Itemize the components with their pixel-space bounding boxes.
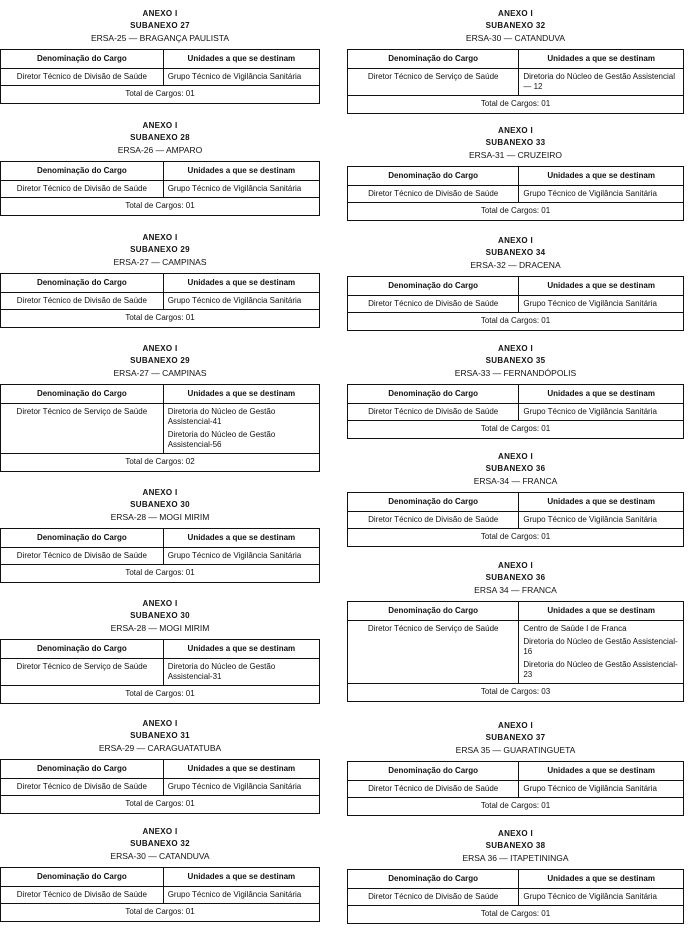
ersa-title: ERSA 35 — GUARATINGUETA [455, 745, 576, 755]
header-cargo: Denominação do Cargo [1, 760, 164, 779]
total-row [348, 906, 684, 924]
table-row [1, 69, 320, 86]
ersa-title: ERSA-25 — BRAGANÇA PAULISTA [90, 33, 230, 43]
anexo-title: ANEXO I [142, 488, 178, 497]
cargo-table [347, 761, 684, 816]
unidades-cell [163, 548, 319, 565]
ersa-title: ERSA 36 — ITAPETININGA [462, 853, 569, 863]
ersa-title: ERSA-27 — CAMPINAS [113, 257, 207, 267]
subanexo-section [347, 8, 684, 114]
anexo-title: ANEXO I [142, 827, 178, 836]
subanexo-title: SUBANEXO 34 [485, 248, 546, 257]
unidade-item: Diretoria do Núcleo de Gestão Assistencial — 12 [523, 72, 675, 91]
unidade-item: Grupo Técnico de Vigilância Sanitária [167, 782, 302, 791]
cargo-table [347, 492, 684, 547]
cargo-cell: Diretor Técnico de Divisão de Saúde [1, 887, 164, 904]
total-cargos: Total de Cargos: 01 [1, 310, 320, 328]
section-header [0, 487, 320, 523]
section-header [0, 8, 320, 44]
header-unidades: Unidades a que se destinam [519, 277, 684, 296]
subanexo-section [347, 235, 684, 331]
unidades-cell [163, 181, 319, 198]
cargo-table [0, 639, 320, 704]
cargo-cell: Diretor Técnico de Divisão de Saúde [1, 69, 164, 86]
header-cargo: Denominação do Cargo [348, 762, 519, 781]
table-header-row [1, 50, 320, 69]
subanexo-section [0, 598, 320, 704]
table-header-row [348, 50, 684, 69]
cargo-table [0, 49, 320, 104]
total-row [348, 313, 684, 331]
unidade-item: Grupo Técnico de Vigilância Sanitária [523, 407, 657, 416]
cargo-cell: Diretor Técnico de Serviço de Saúde [348, 621, 519, 684]
total-cargos: Total de Cargos: 01 [348, 203, 684, 221]
total-row [1, 198, 320, 216]
ersa-title: ERSA-27 — CAMPINAS [113, 368, 207, 378]
header-cargo: Denominação do Cargo [348, 167, 519, 186]
unidade-item: Diretoria do Núcleo de Gestão Assistencial-31 [167, 662, 276, 681]
cargo-cell: Diretor Técnico de Divisão de Saúde [1, 548, 164, 565]
ersa-title: ERSA-30 — CATANDUVA [110, 851, 210, 861]
cargo-table [347, 49, 684, 114]
header-unidades: Unidades a que se destinam [519, 493, 684, 512]
header-unidades: Unidades a que se destinam [519, 602, 684, 621]
ersa-title: ERSA-34 — FRANCA [473, 476, 558, 486]
header-unidades: Unidades a que se destinam [519, 167, 684, 186]
ersa-title: ERSA-28 — MOGI MIRIM [110, 512, 210, 522]
section-header [0, 598, 320, 634]
section-header [347, 451, 684, 487]
cargo-cell: Diretor Técnico de Serviço de Saúde [1, 404, 164, 454]
subanexo-title: SUBANEXO 29 [130, 245, 190, 254]
section-header [347, 720, 684, 756]
subanexo-title: SUBANEXO 33 [485, 138, 546, 147]
table-header-row [348, 762, 684, 781]
table-row [348, 781, 684, 798]
ersa-title: ERSA-33 — FERNANDÓPOLIS [454, 368, 577, 378]
subanexo-title: SUBANEXO 30 [130, 500, 190, 509]
unidades-cell [163, 69, 319, 86]
total-row [1, 686, 320, 704]
total-cargos: Total de Cargos: 01 [1, 904, 320, 922]
subanexo-title: SUBANEXO 38 [485, 841, 546, 850]
unidade-item: Grupo Técnico de Vigilância Sanitária [167, 296, 302, 305]
unidades-cell [519, 69, 684, 96]
unidade-item: Diretoria do Núcleo de Gestão Assistencial-16 [523, 637, 678, 656]
unidades-cell [519, 889, 684, 906]
subanexo-title: SUBANEXO 31 [130, 731, 190, 740]
unidade-item: Grupo Técnico de Vigilância Sanitária [167, 72, 302, 81]
table-header-row [1, 274, 320, 293]
table-row [348, 296, 684, 313]
subanexo-section [0, 718, 320, 814]
subanexo-title: SUBANEXO 28 [130, 133, 190, 142]
anexo-title: ANEXO I [498, 452, 533, 461]
total-cargos: Total de Cargos: 01 [348, 96, 684, 114]
unidades-cell [519, 186, 684, 203]
table-row [1, 181, 320, 198]
cargo-table [0, 759, 320, 814]
header-unidades: Unidades a que se destinam [163, 274, 319, 293]
ersa-title: ERSA 34 — FRANCA [474, 585, 557, 595]
subanexo-section [0, 8, 320, 104]
table-header-row [348, 277, 684, 296]
total-row [1, 86, 320, 104]
section-header [0, 343, 320, 379]
subanexo-section [0, 343, 320, 472]
anexo-title: ANEXO I [142, 121, 178, 130]
total-cargos: Total de Cargos: 01 [348, 906, 684, 924]
cargo-table [347, 869, 684, 924]
header-cargo: Denominação do Cargo [348, 602, 519, 621]
subanexo-title: SUBANEXO 32 [485, 21, 546, 30]
subanexo-section [347, 828, 684, 924]
total-cargos: Total de Cargos: 01 [1, 198, 320, 216]
table-row [1, 659, 320, 686]
subanexo-title: SUBANEXO 32 [130, 839, 190, 848]
unidades-cell [519, 296, 684, 313]
subanexo-title: SUBANEXO 36 [485, 573, 546, 582]
cargo-table [0, 161, 320, 216]
anexo-title: ANEXO I [498, 236, 533, 245]
header-unidades: Unidades a que se destinam [163, 50, 319, 69]
unidade-item: Grupo Técnico de Vigilância Sanitária [167, 184, 302, 193]
header-unidades: Unidades a que se destinam [519, 870, 684, 889]
total-cargos: Total de Cargos: 01 [348, 421, 684, 439]
total-row [348, 203, 684, 221]
anexo-title: ANEXO I [498, 126, 533, 135]
table-header-row [1, 162, 320, 181]
unidades-cell [519, 404, 684, 421]
cargo-cell: Diretor Técnico de Divisão de Saúde [1, 293, 164, 310]
cargo-cell: Diretor Técnico de Serviço de Saúde [348, 69, 519, 96]
ersa-title: ERSA-32 — DRACENA [470, 260, 561, 270]
total-row [1, 565, 320, 583]
header-unidades: Unidades a que se destinam [163, 385, 319, 404]
subanexo-section [0, 232, 320, 328]
header-unidades: Unidades a que se destinam [163, 760, 319, 779]
cargo-table [347, 601, 684, 702]
table-header-row [1, 640, 320, 659]
section-header [0, 718, 320, 754]
table-row [1, 293, 320, 310]
unidade-item: Grupo Técnico de Vigilância Sanitária [167, 890, 302, 899]
anexo-title: ANEXO I [498, 9, 533, 18]
table-row [348, 621, 684, 684]
unidades-cell [163, 404, 319, 454]
section-header [347, 343, 684, 379]
header-cargo: Denominação do Cargo [1, 868, 164, 887]
cargo-cell: Diretor Técnico de Divisão de Saúde [348, 512, 519, 529]
total-row [348, 798, 684, 816]
unidades-cell [163, 887, 319, 904]
ersa-title: ERSA-31 — CRUZEIRO [468, 150, 563, 160]
subanexo-title: SUBANEXO 37 [485, 733, 546, 742]
table-row [348, 404, 684, 421]
anexo-title: ANEXO I [142, 344, 178, 353]
cargo-cell: Diretor Técnico de Divisão de Saúde [348, 296, 519, 313]
subanexo-section [347, 560, 684, 702]
cargo-cell: Diretor Técnico de Divisão de Saúde [348, 781, 519, 798]
total-cargos: Total de Cargos: 01 [1, 86, 320, 104]
subanexo-section [347, 125, 684, 221]
total-cargos: Total da Cargos: 01 [348, 313, 684, 331]
section-header [347, 125, 684, 161]
section-header [0, 120, 320, 156]
cargo-cell: Diretor Técnico de Divisão de Saúde [348, 186, 519, 203]
total-row [1, 454, 320, 472]
cargo-cell: Diretor Técnico de Divisão de Saúde [348, 889, 519, 906]
table-header-row [1, 385, 320, 404]
total-row [1, 904, 320, 922]
total-row [348, 421, 684, 439]
anexo-title: ANEXO I [142, 9, 178, 18]
subanexo-section [347, 720, 684, 816]
unidades-cell [163, 293, 319, 310]
subanexo-section [0, 826, 320, 922]
unidades-cell [519, 512, 684, 529]
table-header-row [1, 760, 320, 779]
table-header-row [348, 167, 684, 186]
cargo-table [0, 273, 320, 328]
total-cargos: Total de Cargos: 01 [348, 529, 684, 547]
anexo-title: ANEXO I [498, 561, 533, 570]
header-cargo: Denominação do Cargo [348, 50, 519, 69]
subanexo-section [347, 451, 684, 547]
unidades-cell [163, 779, 319, 796]
table-row [348, 186, 684, 203]
table-row [1, 779, 320, 796]
header-cargo: Denominação do Cargo [1, 162, 164, 181]
header-cargo: Denominação do Cargo [348, 385, 519, 404]
table-header-row [1, 529, 320, 548]
total-row [348, 684, 684, 702]
table-header-row [1, 868, 320, 887]
unidade-item: Diretoria do Núcleo de Gestão Assistencial-41 [167, 407, 276, 426]
anexo-title: ANEXO I [498, 829, 533, 838]
header-unidades: Unidades a que se destinam [519, 762, 684, 781]
header-cargo: Denominação do Cargo [348, 493, 519, 512]
total-cargos: Total de Cargos: 01 [348, 798, 684, 816]
table-header-row [348, 493, 684, 512]
cargo-table [347, 384, 684, 439]
anexo-title: ANEXO I [142, 233, 178, 242]
unidade-item: Grupo Técnico de Vigilância Sanitária [523, 784, 657, 793]
unidade-item: Centro de Saúde I de Franca [523, 624, 627, 633]
section-header [347, 828, 684, 864]
header-cargo: Denominação do Cargo [1, 385, 164, 404]
table-row [1, 404, 320, 454]
header-cargo: Denominação do Cargo [1, 274, 164, 293]
subanexo-title: SUBANEXO 35 [485, 356, 546, 365]
ersa-title: ERSA-28 — MOGI MIRIM [110, 623, 210, 633]
section-header [347, 8, 684, 44]
header-unidades: Unidades a que se destinam [163, 529, 319, 548]
table-row [348, 69, 684, 96]
anexo-title: ANEXO I [142, 719, 178, 728]
total-row [348, 96, 684, 114]
unidade-item: Diretoria do Núcleo de Gestão Assistencial-23 [523, 660, 678, 679]
ersa-title: ERSA-30 — CATANDUVA [465, 33, 566, 43]
total-cargos: Total de Cargos: 01 [1, 686, 320, 704]
subanexo-section [347, 343, 684, 439]
header-unidades: Unidades a que se destinam [163, 640, 319, 659]
cargo-cell: Diretor Técnico de Divisão de Saúde [1, 181, 164, 198]
unidade-item: Grupo Técnico de Vigilância Sanitária [523, 299, 657, 308]
total-row [348, 529, 684, 547]
total-cargos: Total de Cargos: 01 [1, 796, 320, 814]
section-header [0, 826, 320, 862]
header-cargo: Denominação do Cargo [1, 529, 164, 548]
subanexo-title: SUBANEXO 29 [130, 356, 190, 365]
ersa-title: ERSA-29 — CARAGUATATUBA [98, 743, 222, 753]
total-cargos: Total de Cargos: 03 [348, 684, 684, 702]
subanexo-section [0, 120, 320, 216]
cargo-table [0, 384, 320, 472]
section-header [347, 235, 684, 271]
table-header-row [348, 602, 684, 621]
header-cargo: Denominação do Cargo [1, 640, 164, 659]
subanexo-title: SUBANEXO 36 [485, 464, 546, 473]
table-row [348, 512, 684, 529]
cargo-cell: Diretor Técnico de Divisão de Saúde [348, 404, 519, 421]
header-unidades: Unidades a que se destinam [519, 385, 684, 404]
subanexo-title: SUBANEXO 30 [130, 611, 190, 620]
header-unidades: Unidades a que se destinam [163, 868, 319, 887]
anexo-title: ANEXO I [498, 721, 533, 730]
cargo-table [0, 867, 320, 922]
unidade-item: Grupo Técnico de Vigilância Sanitária [167, 551, 302, 560]
subanexo-title: SUBANEXO 27 [130, 21, 190, 30]
ersa-title: ERSA-26 — AMPARO [117, 145, 203, 155]
subanexo-section [0, 487, 320, 583]
total-cargos: Total de Cargos: 01 [1, 565, 320, 583]
total-cargos: Total de Cargos: 02 [1, 454, 320, 472]
anexo-title: ANEXO I [498, 344, 533, 353]
unidade-item: Grupo Técnico de Vigilância Sanitária [523, 189, 657, 198]
unidade-item: Diretoria do Núcleo de Gestão Assistencial-56 [167, 430, 276, 449]
header-unidades: Unidades a que se destinam [519, 50, 684, 69]
cargo-cell: Diretor Técnico de Serviço de Saúde [1, 659, 164, 686]
table-row [1, 548, 320, 565]
table-row [348, 889, 684, 906]
unidade-item: Grupo Técnico de Vigilância Sanitária [523, 892, 657, 901]
unidade-item: Grupo Técnico de Vigilância Sanitária [523, 515, 657, 524]
header-cargo: Denominação do Cargo [348, 277, 519, 296]
table-row [1, 887, 320, 904]
table-header-row [348, 385, 684, 404]
total-row [1, 310, 320, 328]
section-header [0, 232, 320, 268]
unidades-cell [163, 659, 319, 686]
total-row [1, 796, 320, 814]
header-unidades: Unidades a que se destinam [163, 162, 319, 181]
cargo-cell: Diretor Técnico de Divisão de Saúde [1, 779, 164, 796]
section-header [347, 560, 684, 596]
cargo-table [0, 528, 320, 583]
header-cargo: Denominação do Cargo [348, 870, 519, 889]
header-cargo: Denominação do Cargo [1, 50, 164, 69]
cargo-table [347, 166, 684, 221]
table-header-row [348, 870, 684, 889]
unidades-cell [519, 621, 684, 684]
unidades-cell [519, 781, 684, 798]
cargo-table [347, 276, 684, 331]
anexo-title: ANEXO I [142, 599, 178, 608]
